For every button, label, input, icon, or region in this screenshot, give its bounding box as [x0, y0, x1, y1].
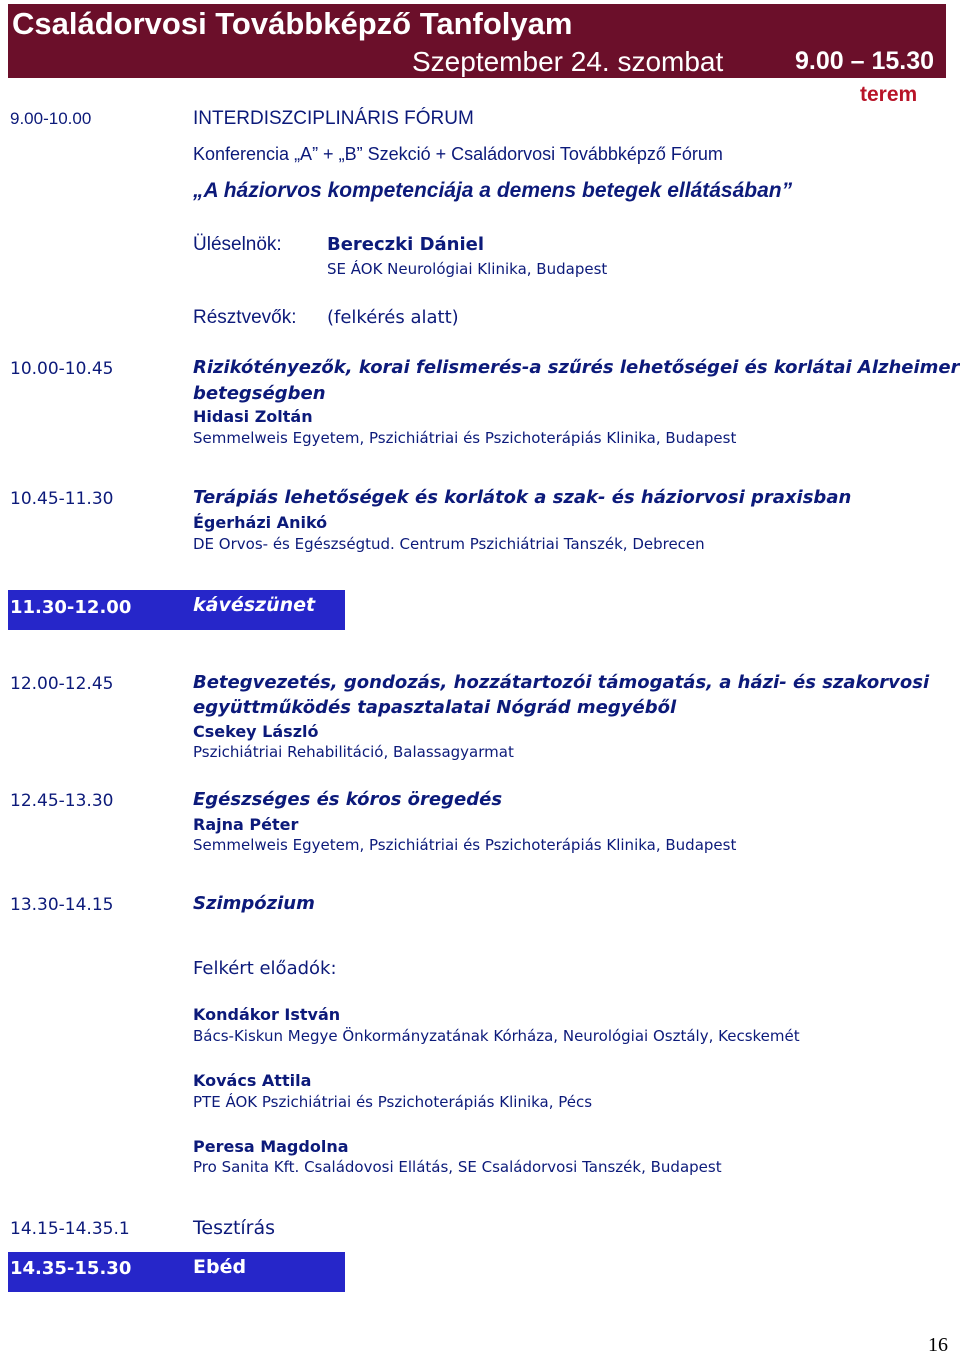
course-title: Családorvosi Továbbképző Tanfolyam [12, 6, 573, 41]
invited-speaker-name: Peresa Magdolna [193, 1137, 349, 1156]
session-title: Terápiás lehetőségek és korlátok a szak- és háziorvosi praxisban [193, 487, 852, 508]
symposium-time: 13.30-14.15 [10, 895, 114, 915]
symposium-title: Szimpózium [193, 893, 315, 914]
invited-speaker-affiliation: Bács-Kiskun Megye Önkormányzatának Kórháza, Neurológiai Osztály, Kecskemét [193, 1027, 800, 1045]
course-time: 9.00 – 15.30 [795, 47, 935, 75]
session-affiliation: Pszichiátriai Rehabilitáció, Balassagyarmat [193, 743, 514, 761]
session-time: 12.00-12.45 [10, 674, 114, 694]
session-time: 10.00-10.45 [10, 359, 114, 379]
session-speaker: Rajna Péter [193, 815, 299, 834]
conference-line: Konferencia „A” + „B” Szekció + Családorvosi Továbbképző Fórum [193, 144, 723, 164]
coffee-break-label: kávészünet [193, 594, 316, 616]
forum-time: 9.00-10.00 [10, 109, 92, 128]
room-label: terem [860, 83, 918, 106]
session-speaker: Hidasi Zoltán [193, 407, 313, 426]
chairs-label: Üléselnök: [193, 234, 282, 255]
chair-affiliation: SE ÁOK Neurológiai Klinika, Budapest [327, 260, 608, 278]
session-title: Egészséges és kóros öregedés [193, 789, 503, 810]
chair-name: Bereczki Dániel [327, 234, 485, 255]
session-title-cont: betegségben [193, 383, 326, 404]
session-title: Betegvezetés, gondozás, hozzátartozói támogatás, a házi- és szakorvosi [193, 672, 930, 693]
course-date: Szeptember 24. szombat [412, 46, 724, 77]
session-affiliation: Semmelweis Egyetem, Pszichiátriai és Pszichoterápiás Klinika, Budapest [193, 836, 737, 854]
test-label: Tesztírás [193, 1217, 276, 1239]
forum-title: INTERDISZCIPLINÁRIS FÓRUM [193, 108, 474, 129]
session-affiliation: Semmelweis Egyetem, Pszichiátriai és Pszichoterápiás Klinika, Budapest [193, 429, 737, 447]
session-speaker: Csekey László [193, 722, 319, 741]
session-affiliation: DE Orvos- és Egészségtud. Centrum Pszichiátriai Tanszék, Debrecen [193, 535, 705, 553]
participants-value: (felkérés alatt) [327, 307, 459, 328]
page-number: 16 [928, 1334, 948, 1356]
invited-speaker-name: Kovács Attila [193, 1071, 312, 1090]
invited-speaker-affiliation: PTE ÁOK Pszichiátriai és Pszichoterápiás Klinika, Pécs [193, 1093, 593, 1111]
session-title: Rizikótényezők, korai felismerés-a szűrés lehetőségei és korlátai Alzheimer [193, 357, 960, 378]
lunch-label: Ebéd [193, 1256, 247, 1278]
coffee-break-time: 11.30-12.00 [10, 597, 132, 618]
invited-speakers-label: Felkért előadók: [193, 958, 337, 979]
conference-title: „A háziorvos kompetenciája a demens betegek ellátásában” [193, 179, 793, 202]
invited-speaker-affiliation: Pro Sanita Kft. Családovosi Ellátás, SE Családorvosi Tanszék, Budapest [193, 1158, 722, 1176]
session-time: 10.45-11.30 [10, 489, 114, 509]
session-title-cont: együttműködés tapasztalatai Nógrád megyéből [193, 697, 677, 718]
lunch-time: 14.35-15.30 [10, 1258, 132, 1279]
session-time: 12.45-13.30 [10, 791, 114, 811]
session-speaker: Égerházi Anikó [193, 513, 328, 532]
invited-speaker-name: Kondákor István [193, 1005, 341, 1024]
participants-label: Résztvevők: [193, 307, 297, 328]
test-time: 14.15-14.35.1 [10, 1219, 130, 1239]
